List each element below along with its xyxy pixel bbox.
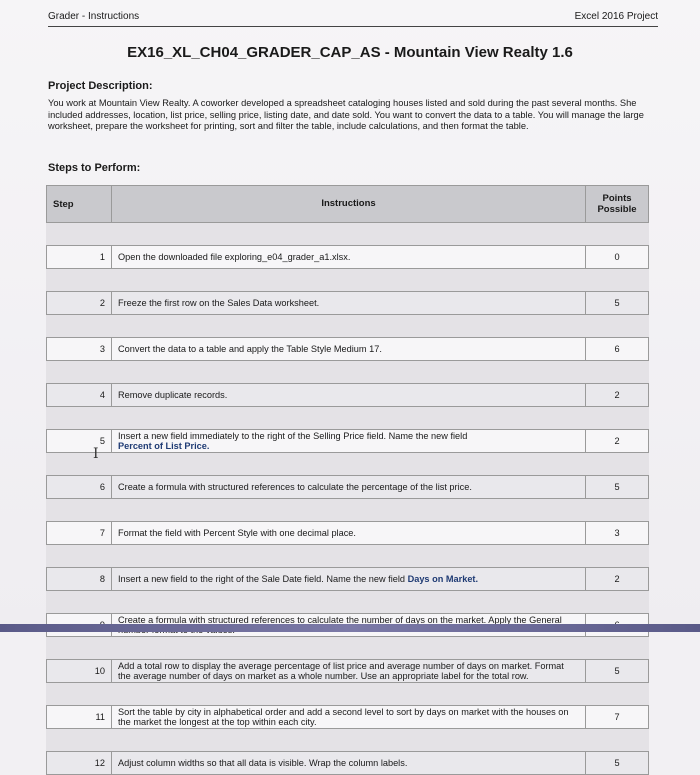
step-instruction <box>112 430 586 453</box>
step-points: 5 <box>586 660 649 683</box>
instruction-text: Create a formula with structured references to calculate the percentage of the list price. <box>118 481 472 492</box>
instruction-text: Convert the data to a table and apply the Table Style Medium 17. <box>118 343 382 354</box>
step-points: 5 <box>586 752 649 775</box>
row-spacer <box>47 683 649 706</box>
bottom-bar <box>0 624 700 632</box>
step-points: 2 <box>586 568 649 591</box>
step-number: 7 <box>47 522 112 545</box>
row-spacer <box>47 407 649 430</box>
text-cursor-icon: I <box>93 446 99 462</box>
row-spacer <box>47 591 649 614</box>
step-points: 5 <box>586 292 649 315</box>
row-spacer <box>47 729 649 752</box>
steps-table <box>46 185 649 775</box>
row-spacer <box>47 637 649 660</box>
step-points: 5 <box>586 476 649 499</box>
instruction-field-name: Days on Market. <box>407 573 479 584</box>
step-instruction <box>112 384 586 407</box>
step-points: 3 <box>586 522 649 545</box>
table-row <box>47 522 649 545</box>
step-number: 4 <box>47 384 112 407</box>
row-spacer <box>47 315 649 338</box>
table-row <box>47 292 649 315</box>
step-points: 7 <box>586 706 649 729</box>
instruction-text: Create a formula with structured references to calculate the number of days on the market. Apply the General <box>118 614 562 625</box>
step-instruction <box>112 292 586 315</box>
instruction-text: Insert a new field to the right of the Sale Date field. Name the new field <box>118 573 408 584</box>
project-description-heading: Project Description: <box>48 80 153 92</box>
step-instruction <box>112 246 586 269</box>
instruction-text: Insert a new field immediately to the right of the Selling Price field. Name the new field <box>118 430 468 441</box>
header-left: Grader - Instructions <box>48 11 140 22</box>
step-number: 8 <box>47 568 112 591</box>
instruction-text: Freeze the first row on the Sales Data worksheet. <box>118 297 320 308</box>
instruction-text: Remove duplicate records. <box>118 389 228 400</box>
row-spacer <box>47 545 649 568</box>
table-row <box>47 706 649 729</box>
row-spacer <box>47 499 649 522</box>
step-number: 3 <box>47 338 112 361</box>
header-instructions: Instructions <box>112 186 586 223</box>
step-number: 2 <box>47 292 112 315</box>
step-instruction <box>112 476 586 499</box>
header-right: Excel 2016 Project <box>574 11 658 22</box>
instruction-text: Adjust column widths so that all data is visible. Wrap the column labels. <box>118 757 408 768</box>
document-title: EX16_XL_CH04_GRADER_CAP_AS - Mountain View Realty 1.6 <box>127 44 573 61</box>
instruction-text: Format the field with Percent Style with one decimal place. <box>118 527 356 538</box>
table-row <box>47 338 649 361</box>
step-instruction <box>112 706 586 729</box>
instruction-text: Open the downloaded file exploring_e04_grader_a1.xlsx. <box>118 251 351 262</box>
table-row <box>47 660 649 683</box>
table-row <box>47 430 649 453</box>
row-spacer <box>47 453 649 476</box>
table-row <box>47 246 649 269</box>
header-step: Step <box>47 186 112 223</box>
step-points: 2 <box>586 430 649 453</box>
step-points: 0 <box>586 246 649 269</box>
table-row <box>47 752 649 775</box>
table-row <box>47 568 649 591</box>
step-instruction <box>112 568 586 591</box>
step-number: 6 <box>47 476 112 499</box>
header-points: Points Possible <box>586 186 649 223</box>
row-spacer <box>47 269 649 292</box>
instruction-text: Add a total row to display the average percentage of list price and average number of days on market. Format the average number of days on market as a whole number. Use an appropriate label for the total row. <box>118 660 564 681</box>
step-instruction <box>112 752 586 775</box>
step-number: 11 <box>47 706 112 729</box>
step-instruction <box>112 660 586 683</box>
step-instruction <box>112 522 586 545</box>
step-number: 1 <box>47 246 112 269</box>
page-header <box>48 8 658 27</box>
steps-heading: Steps to Perform: <box>48 162 141 174</box>
instruction-text: Sort the table by city in alphabetical order and add a second level to sort by days on market with the houses on the market the longest at the top within each city. <box>118 706 569 727</box>
row-spacer <box>47 223 649 246</box>
table-row <box>47 476 649 499</box>
step-instruction <box>112 338 586 361</box>
instruction-field-name: Percent of List Price. <box>118 441 210 451</box>
step-number: 10 <box>47 660 112 683</box>
step-points: 2 <box>586 384 649 407</box>
step-number: 12 <box>47 752 112 775</box>
step-points: 6 <box>586 338 649 361</box>
step-number: 5 <box>47 430 112 453</box>
project-description-text: You work at Mountain View Realty. A coworker developed a spreadsheet cataloging houses listed and sold during the past several months. She included addresses, location, list price, selling price, listing date, and date sold. You want to convert the data to a table. You will manage the large worksheet, prepare the worksheet for printing, sort and filter the table, include calculations, and then format the table. <box>48 98 644 131</box>
table-row <box>47 384 649 407</box>
row-spacer <box>47 361 649 384</box>
steps-table-body <box>47 223 649 775</box>
